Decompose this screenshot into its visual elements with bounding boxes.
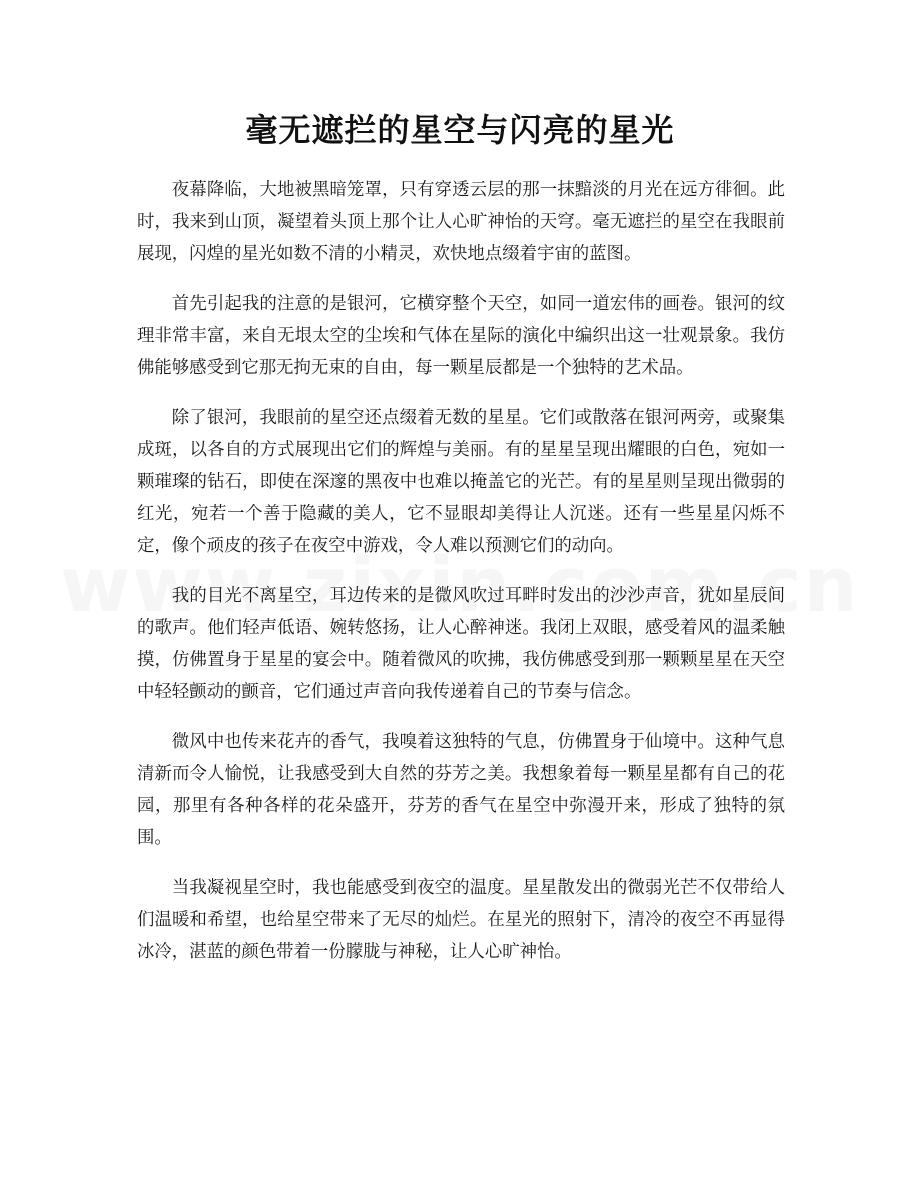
paragraph-2: 首先引起我的注意的是银河，它横穿整个天空，如同一道宏伟的画卷。银河的纹理非常丰富，来自无垠太空的尘埃和气体在星际的演化中编织出这一壮观景象。我仿佛能够感受到它那无拘无束的自由，每一颗星辰都是一个独特的艺术品。 [137,294,785,378]
paragraph-6: 当我凝视星空时，我也能感受到夜空的温度。星星散发出的微弱光芒不仅带给人们温暖和希望，也给星空带来了无尽的灿烂。在星光的照射下，清冷的夜空不再显得冰冷，湛蓝的颜色带着一份朦胧与神秘，让人心旷神怡。 [137,878,785,962]
document-body [137,174,785,986]
paragraph-5: 微风中也传来花卉的香气，我嗅着这独特的气息，仿佛置身于仙境中。这种气息清新而令人愉悦，让我感受到大自然的芬芳之美。我想象着每一颗星星都有自己的花园，那里有各种各样的花朵盛开，芬芳的香气在星空中弥漫开来，形成了独特的氛围。 [137,732,785,848]
paragraph-4: 我的目光不离星空，耳边传来的是微风吹过耳畔时发出的沙沙声音，犹如星辰间的歌声。他们轻声低语、婉转悠扬，让人心醉神迷。我闭上双眼，感受着风的温柔触摸，仿佛置身于星星的宴会中。随着微风的吹拂，我仿佛感受到那一颗颗星星在天空中轻轻颤动的颤音，它们通过声音向我传递着自己的节奏与信念。 [137,586,785,702]
document-title: 毫无遮拦的星空与闪亮的星光 [245,111,675,149]
paragraph-1: 夜幕降临，大地被黑暗笼罩，只有穿透云层的那一抹黯淡的月光在远方徘徊。此时，我来到山顶，凝望着头顶上那个让人心旷神怡的天穹。毫无遮拦的星空在我眼前展现，闪煌的星光如数不清的小精灵，欢快地点缀着宇宙的蓝图。 [137,180,785,264]
paragraph-3: 除了银河，我眼前的星空还点缀着无数的星星。它们或散落在银河两旁，或聚集成斑，以各自的方式展现出它们的辉煌与美丽。有的星星呈现出耀眼的白色，宛如一颗璀璨的钻石，即使在深邃的黑夜中也难以掩盖它的光芒。有的星星则呈现出微弱的红光，宛若一个善于隐藏的美人，它不显眼却美得让人沉迷。还有一些星星闪烁不定，像个顽皮的孩子在夜空中游戏，令人难以预测它们的动向。 [137,408,785,556]
